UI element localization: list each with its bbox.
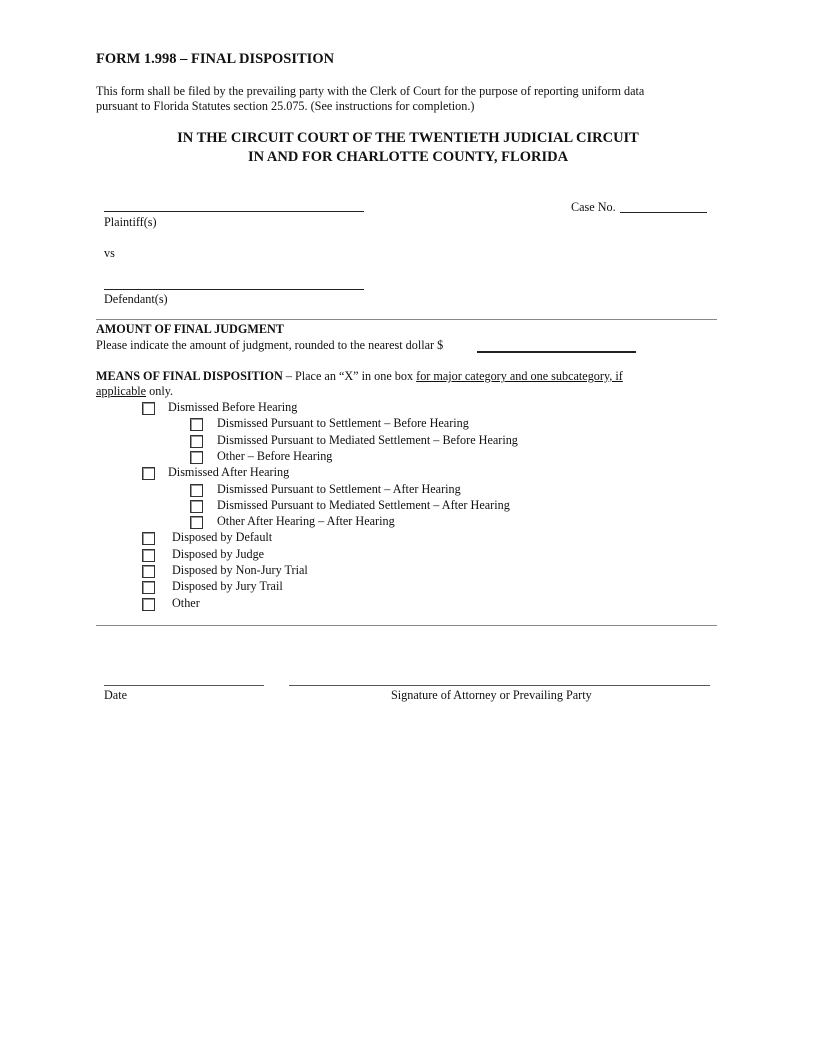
checkbox[interactable] — [190, 451, 203, 464]
divider — [96, 625, 717, 626]
plaintiff-label: Plaintiff(s) — [104, 215, 157, 229]
checkbox[interactable] — [142, 467, 155, 480]
case-no-label: Case No. — [571, 200, 616, 214]
disposition-heading: MEANS OF FINAL DISPOSITION — [96, 369, 283, 383]
vs-label: vs — [104, 246, 115, 260]
instr-applicable: applicable — [96, 384, 147, 398]
signature-field[interactable] — [289, 685, 710, 686]
checkbox[interactable] — [190, 418, 203, 431]
option-label: Dismissed Pursuant to Mediated Settlement – Before Hearing — [217, 432, 518, 447]
court-line-2: IN AND FOR CHARLOTTE COUNTY, FLORIDA — [247, 149, 569, 165]
checkbox[interactable] — [142, 565, 155, 578]
option-label: Other After Hearing – After Hearing — [217, 514, 395, 529]
checkbox[interactable] — [142, 598, 155, 611]
checkbox[interactable] — [190, 435, 203, 448]
checkbox[interactable] — [142, 402, 155, 415]
date-label: Date — [104, 688, 128, 702]
option-label: Other – Before Hearing — [217, 448, 333, 463]
checkbox[interactable] — [142, 549, 155, 562]
option-label: Dismissed Before Hearing — [168, 400, 298, 414]
option-label: Disposed by Jury Trail — [172, 579, 283, 594]
divider — [96, 319, 717, 320]
intro-line-1: This form shall be filed by the prevailing party with the Clerk of Court for the purpose of reporting uniform data — [96, 84, 645, 98]
intro-line-2: pursuant to Florida Statutes section 25.075. (See instructions for completion.) — [96, 99, 475, 113]
defendant-field[interactable] — [104, 289, 364, 290]
judgment-heading: AMOUNT OF FINAL JUDGMENT — [96, 322, 284, 336]
disposition-instructions — [96, 369, 623, 384]
option-label: Dismissed After Hearing — [168, 465, 290, 480]
case-no-field[interactable] — [620, 212, 707, 213]
plaintiff-field[interactable] — [104, 211, 364, 212]
option-label: Dismissed Pursuant to Settlement – Before Hearing — [217, 416, 469, 431]
checkbox[interactable] — [190, 484, 203, 497]
option-label: Other — [172, 595, 200, 610]
signature-label: Signature of Attorney or Prevailing Party — [391, 688, 592, 702]
checkbox[interactable] — [190, 516, 203, 529]
instr-text: – Place an “X” in one box — [282, 369, 417, 383]
instr-underlined: for major category and one subcategory, if — [416, 369, 623, 383]
checkbox[interactable] — [190, 500, 203, 513]
form-title: FORM 1.998 – FINAL DISPOSITION — [96, 51, 335, 67]
judgment-text: Please indicate the amount of judgment, rounded to the nearest dollar $ — [96, 338, 444, 352]
instr-only: only. — [146, 384, 174, 398]
option-label: Disposed by Judge — [172, 546, 265, 561]
checkbox[interactable] — [142, 532, 155, 545]
option-label: Dismissed Pursuant to Settlement – After Hearing — [217, 481, 461, 496]
defendant-label: Defendant(s) — [104, 292, 168, 306]
checkbox[interactable] — [142, 581, 155, 594]
option-label: Dismissed Pursuant to Mediated Settlement – After Hearing — [217, 497, 510, 512]
date-field[interactable] — [104, 685, 264, 686]
option-label: Disposed by Non-Jury Trial — [172, 563, 308, 577]
option-label: Disposed by Default — [172, 530, 273, 545]
judgment-amount-field[interactable] — [477, 351, 636, 353]
court-line-1: IN THE CIRCUIT COURT OF THE TWENTIETH JUDICIAL CIRCUIT — [177, 130, 639, 146]
